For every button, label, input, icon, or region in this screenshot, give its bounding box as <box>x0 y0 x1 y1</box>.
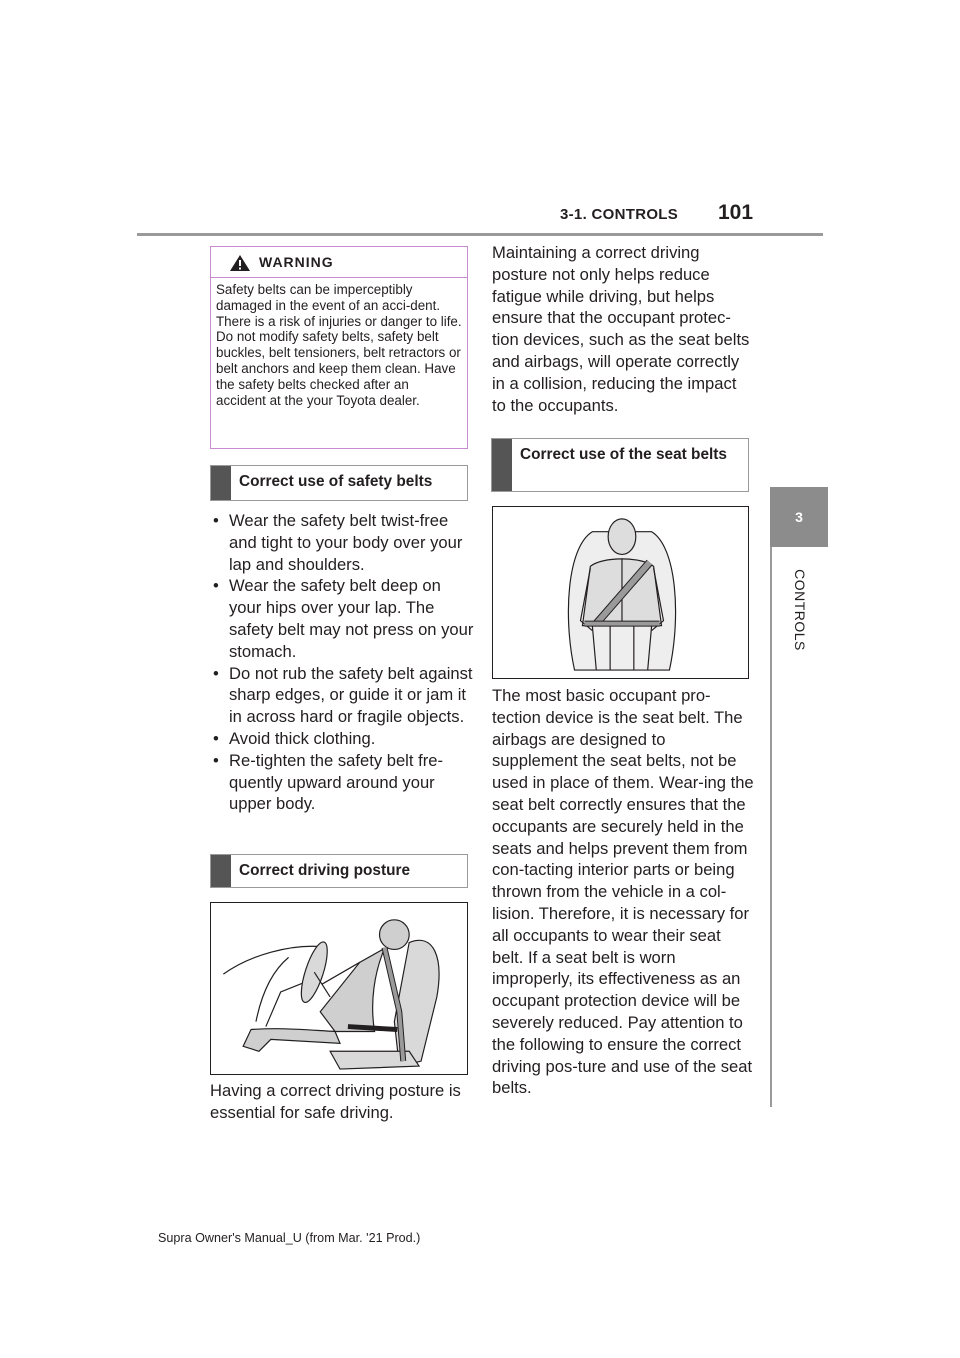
list-item: • Wear the safety belt twist-free and tight to your body over your lap and shoulders. <box>212 510 476 575</box>
list-item: • Re-tighten the safety belt fre-quently upward around your upper body. <box>212 750 476 815</box>
section-bar <box>211 855 231 887</box>
warning-header <box>211 247 467 278</box>
page-footer: Supra Owner's Manual_U (from Mar. '21 Prod.) <box>158 1231 421 1245</box>
basic-device-paragraph: The most basic occupant pro-tection device is the seat belt. The airbags are designed to supplement the seat belts, not be used in place of them. Wear-ing the seat belt correctly ensures that the occupants are securely held in the seats and helps prevent them from con-tacting interior parts or being thrown from the vehicle in a col-lision. Therefore, it is necessary for all occupants to wear their seat belt. If a seat belt is worn improperly, its effectiveness as an occupant protection device will be severely reduced. Pay attention to the following to ensure the correct driving pos-ture and use of the seat belts. <box>492 686 754 1098</box>
section-title: Correct use of the seat belts <box>520 446 727 463</box>
section-bar <box>492 439 512 491</box>
section-header-safety-belts <box>210 465 468 501</box>
chapter-label: CONTROLS <box>792 569 808 651</box>
safety-belt-bullet-list <box>212 510 476 815</box>
maintaining-paragraph: Maintaining a correct driving posture not only helps reduce fatigue while driving, but helps ensure that the occupant protec-tion devices, such as the seat belts and airbags, will operate correctly in a collision, reducing the impact to the occupants. <box>492 243 750 415</box>
chapter-label-box <box>770 552 830 672</box>
list-item: • Do not rub the safety belt against sharp edges, or guide it or jam it in across hard or fragile objects. <box>212 663 476 728</box>
section-header-driving-posture <box>210 854 468 888</box>
driver-seated-illustration <box>211 903 467 1074</box>
page-number: 101 <box>718 201 754 224</box>
posture-note: Having a correct driving posture is essential for safe driving. <box>210 1081 461 1122</box>
warning-label: WARNING <box>259 254 334 270</box>
occupant-wearing-belt-illustration <box>493 507 748 678</box>
section-heading: 3-1. CONTROLS <box>560 206 679 223</box>
driving-posture-illustration <box>210 902 468 1075</box>
warning-box <box>210 246 468 449</box>
section-title: Correct driving posture <box>239 862 411 879</box>
section-title: Correct use of safety belts <box>239 473 433 490</box>
section-header-seat-belts <box>491 438 749 492</box>
header-rule <box>137 233 823 236</box>
list-item: • Avoid thick clothing. <box>212 728 476 750</box>
chapter-tab <box>770 487 828 547</box>
list-item: • Wear the safety belt deep on your hips over your lap. The safety belt may not press on your stomach. <box>212 575 476 662</box>
chapter-number: 3 <box>795 509 803 525</box>
warning-triangle-icon <box>229 254 251 272</box>
seat-belt-illustration <box>492 506 749 679</box>
section-bar <box>211 466 231 500</box>
warning-text: Safety belts can be imperceptibly damaged in the event of an acci-dent. There is a risk of injuries or danger to life. Do not modify safety belts, safety belt buckles, belt tensioners, belt retractors or belt anchors and keep them clean. Have the safety belts checked after an accident at the your Toyota dealer. <box>216 282 462 408</box>
